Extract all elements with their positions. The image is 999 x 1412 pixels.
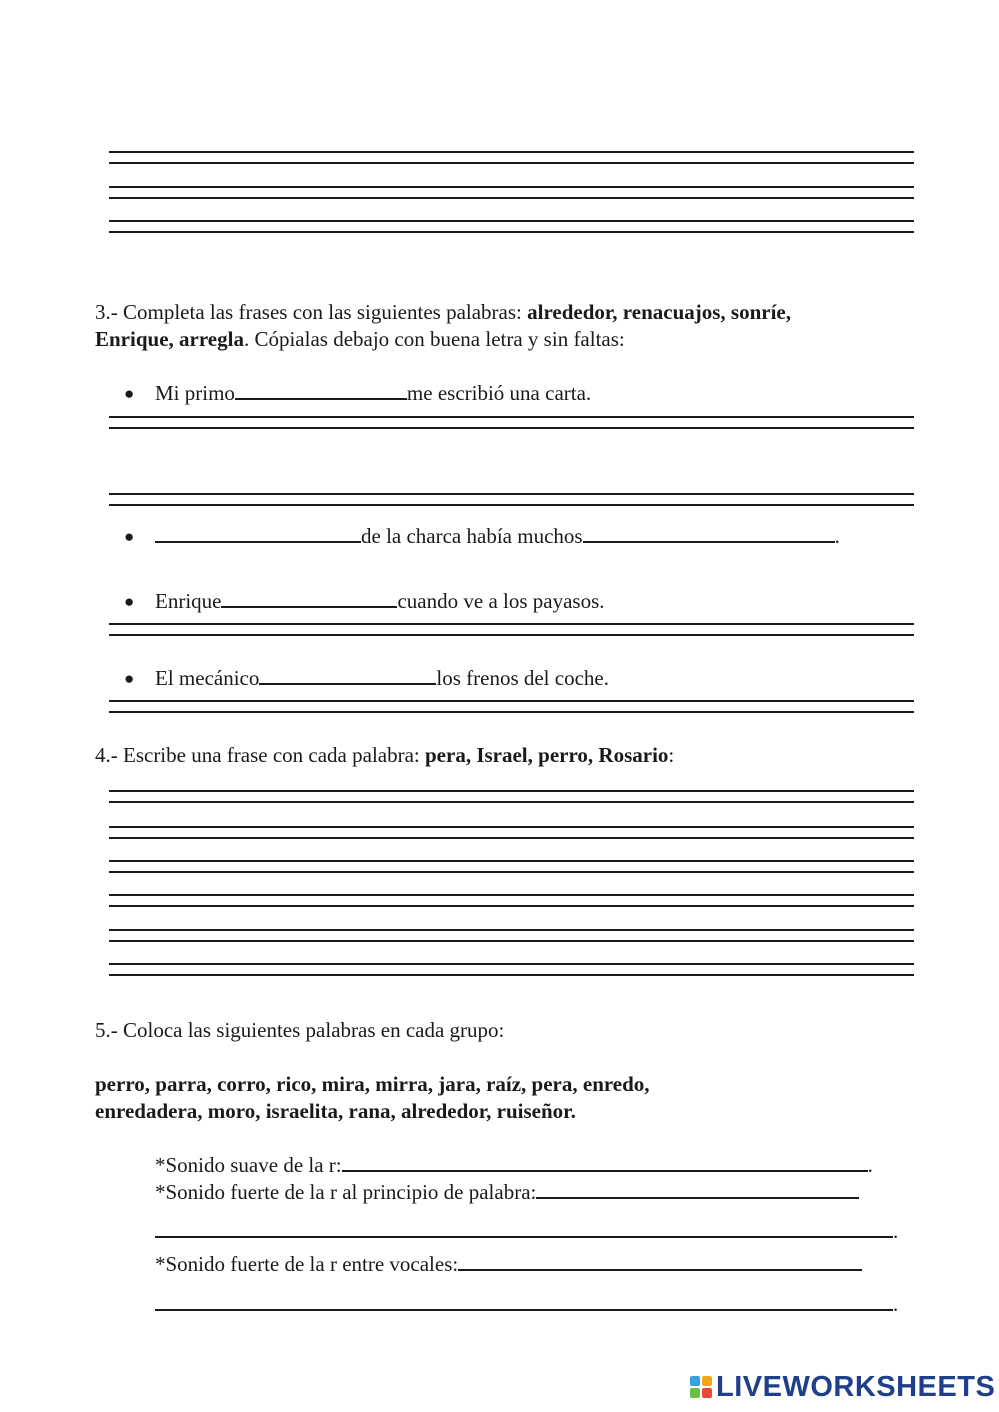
sentence-3: Enrique cuando ve a los payasos. (155, 589, 605, 613)
answer-line[interactable] (109, 186, 914, 188)
exercise4-instruction: 4.- Escribe una frase con cada palabra: pera, Israel, perro, Rosario: (95, 743, 675, 767)
answer-line[interactable] (109, 963, 914, 965)
answer-line[interactable] (109, 801, 914, 803)
answer-line[interactable] (109, 493, 914, 495)
answer-line[interactable] (109, 504, 914, 506)
exercise5-words-line1: perro, parra, corro, rico, mira, mirra, jara, raíz, pera, enredo, (95, 1072, 650, 1096)
blank-input[interactable] (536, 1180, 859, 1199)
exercise5-instruction: 5.- Coloca las siguientes palabras en cada grupo: (95, 1018, 505, 1042)
logo-block (702, 1376, 712, 1386)
answer-line[interactable] (109, 623, 914, 625)
liveworksheets-logo[interactable] (690, 1371, 996, 1403)
bullet-icon: ● (124, 527, 135, 546)
answer-line[interactable] (109, 700, 914, 702)
answer-line[interactable] (109, 197, 914, 199)
answer-line[interactable] (109, 837, 914, 839)
blank-input[interactable] (235, 381, 407, 400)
answer-line[interactable] (109, 711, 914, 713)
answer-line[interactable] (109, 940, 914, 942)
answer-line[interactable] (109, 826, 914, 828)
blank-input[interactable] (155, 1219, 893, 1238)
answer-line[interactable] (109, 231, 914, 233)
answer-line[interactable] (109, 974, 914, 976)
answer-line[interactable] (109, 894, 914, 896)
answer-line[interactable] (109, 151, 914, 153)
sentence-1: Mi primo me escribió una carta. (155, 381, 592, 405)
answer-line[interactable] (109, 790, 914, 792)
answer-line[interactable] (109, 162, 914, 164)
exercise5-words-line2: enredadera, moro, israelita, rana, alrededor, ruiseñor. (95, 1099, 576, 1123)
logo-block (690, 1376, 700, 1386)
answer-line[interactable] (109, 905, 914, 907)
group-strong-r-initial: *Sonido fuerte de la r al principio de palabra: (155, 1179, 859, 1205)
bullet-icon: ● (124, 669, 135, 688)
blank-input[interactable] (155, 524, 361, 543)
exercise3-instruction-line2: Enrique, arregla. Cópialas debajo con buena letra y sin faltas: (95, 327, 625, 351)
logo-block (702, 1388, 712, 1398)
group-soft-r: *Sonido suave de la r: . (155, 1153, 873, 1177)
blank-input[interactable] (458, 1252, 862, 1271)
answer-line[interactable] (109, 416, 914, 418)
blank-input[interactable] (155, 1292, 893, 1311)
answer-line[interactable] (109, 860, 914, 862)
blank-input[interactable] (583, 524, 835, 543)
sentence-4: El mecánico los frenos del coche. (155, 666, 609, 690)
answer-line[interactable] (109, 871, 914, 873)
group-strong-r-initial-continuation: . (155, 1218, 898, 1244)
bullet-icon: ● (124, 384, 135, 403)
logo-block (690, 1388, 700, 1398)
blank-input[interactable] (259, 666, 436, 685)
exercise3-instruction-line1: 3.- Completa las frases con las siguientes palabras: alrededor, renacuajos, sonríe, (95, 300, 791, 324)
blank-input[interactable] (342, 1153, 868, 1172)
sentence-2: de la charca había muchos . (155, 523, 840, 549)
answer-line[interactable] (109, 427, 914, 429)
logo-text: LIVEWORKSHEETS (716, 1371, 996, 1403)
answer-line[interactable] (109, 220, 914, 222)
group-strong-r-between-vowels-continuation: . (155, 1291, 898, 1317)
answer-line[interactable] (109, 929, 914, 931)
answer-line[interactable] (109, 634, 914, 636)
blank-input[interactable] (221, 589, 397, 608)
group-strong-r-between-vowels: *Sonido fuerte de la r entre vocales: (155, 1251, 862, 1277)
bullet-icon: ● (124, 592, 135, 611)
logo-blocks-icon (690, 1376, 712, 1398)
